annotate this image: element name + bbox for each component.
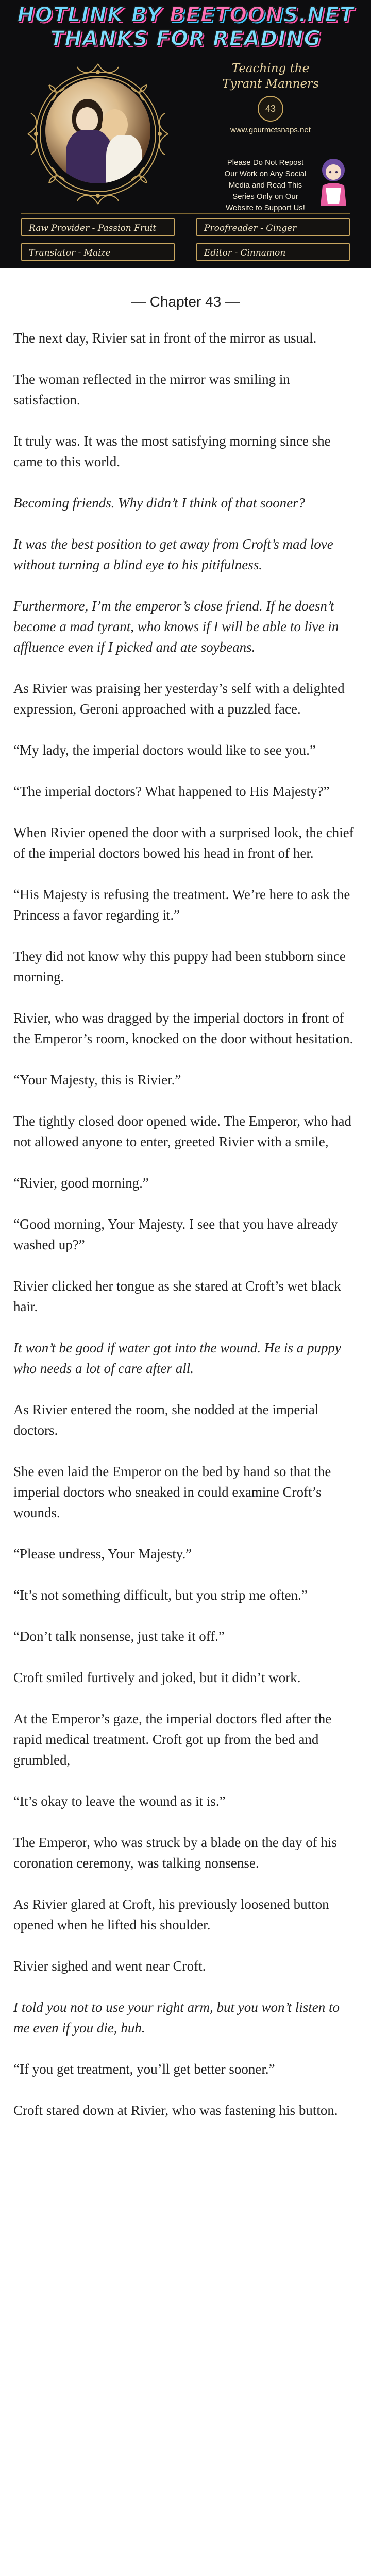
story-paragraph: The tightly closed door opened wide. The Emperor, who had not allowed anyone to enter, greeted Rivier with a smile, — [13, 1113, 352, 1149]
story-paragraph: Rivier, who was dragged by the imperial doctors in front of the Emperor’s room, knocked on the door without hesitation. — [13, 1010, 353, 1046]
story-paragraph: The woman reflected in the mirror was smiling in satisfaction. — [13, 371, 290, 408]
story-paragraph: The next day, Rivier sat in front of the mirror as usual. — [13, 330, 317, 346]
story-paragraph: “It’s okay to leave the wound as it is.” — [13, 1793, 226, 1809]
chapter-content — [0, 268, 371, 2121]
repost-notice: Please Do Not Repost Our Work on Any Social Media and Read This Series Only on Our Website to Support Us! — [224, 158, 307, 212]
story-paragraph: “It’s not something difficult, but you strip me often.” — [13, 1587, 308, 1603]
story-paragraph: It truly was. It was the most satisfying morning since she came to this world. — [13, 433, 331, 469]
series-title: Teaching the Tyrant Manners — [222, 62, 319, 91]
series-title-block — [206, 61, 335, 134]
chibi-mascot-icon — [315, 155, 351, 211]
story-paragraph: “If you get treatment, you’ll get better sooner.” — [13, 2061, 275, 2077]
story-paragraph: “The imperial doctors? What happened to His Majesty?” — [13, 784, 330, 799]
credit-translator: Translator - Maize — [21, 243, 175, 261]
story-paragraph: Croft stared down at Rivier, who was fastening his button. — [13, 2103, 338, 2118]
story-paragraph: Becoming friends. Why didn’t I think of that sooner? — [13, 495, 306, 511]
story-paragraph: The Emperor, who was struck by a blade on the day of his coronation ceremony, was talking nonsense. — [13, 1835, 338, 1871]
credit-raw-provider: Raw Provider - Passion Fruit — [21, 218, 175, 236]
story-paragraph: I told you not to use your right arm, but you won’t listen to me even if you die, huh. — [13, 1999, 340, 2036]
story-paragraph: “His Majesty is refusing the treatment. We’re here to ask the Princess a favor regarding it.” — [13, 887, 350, 923]
story-paragraph: At the Emperor’s gaze, the imperial doctors fled after the rapid medical treatment. Croft got up from the bed and grumbled, — [13, 1711, 332, 1768]
story-paragraph: It was the best position to get away from Croft’s mad love without turning a blind eye to his pitifulness. — [13, 536, 333, 572]
story-paragraph: “Rivier, good morning.” — [13, 1175, 149, 1191]
story-paragraph: She even laid the Emperor on the bed by hand so that the imperial doctors who sneaked in could examine Croft’s wounds. — [13, 1464, 331, 1520]
scanlation-banner — [0, 0, 371, 268]
story-paragraph: They did not know why this puppy had been stubborn since morning. — [13, 948, 346, 985]
thanks-line: THANKS FOR READING — [49, 27, 322, 50]
story-paragraph: Croft smiled furtively and joked, but it didn’t work. — [13, 1670, 301, 1685]
series-cover-art — [45, 78, 150, 183]
story-paragraph: As Rivier entered the room, she nodded at the imperial doctors. — [13, 1402, 319, 1438]
story-paragraph: When Rivier opened the door with a surprised look, the chief of the imperial doctors bowed his head in front of her. — [13, 825, 354, 861]
credit-proofreader: Proofreader - Ginger — [196, 218, 350, 236]
story-paragraph: “Good morning, Your Majesty. I see that you have already washed up?” — [13, 1216, 338, 1252]
credit-editor: Editor - Cinnamon — [196, 243, 350, 261]
story-paragraph: “Your Majesty, this is Rivier.” — [13, 1072, 181, 1088]
story-paragraph: “Don’t talk nonsense, just take it off.” — [13, 1629, 225, 1644]
story-paragraph: It won’t be good if water got into the wound. He is a puppy who needs a lot of care after all. — [13, 1340, 341, 1376]
story-paragraph: As Rivier was praising her yesterday’s self with a delighted expression, Geroni approached with a puzzled face. — [13, 681, 345, 717]
story-paragraph: As Rivier glared at Croft, his previously loosened button opened when he lifted his shoulder. — [13, 1896, 329, 1933]
chapter-heading: — Chapter 43 — — [131, 294, 240, 310]
story-paragraph: “My lady, the imperial doctors would like to see you.” — [13, 742, 316, 758]
hotlink-line: HOTLINK BY BEETOONS.NET — [17, 3, 354, 27]
paragraph-list — [13, 328, 358, 2121]
chapter-number-badge: 43 — [258, 96, 283, 122]
website-link[interactable]: www.gourmetsnaps.net — [230, 126, 311, 134]
story-paragraph: Rivier clicked her tongue as she stared at Croft’s wet black hair. — [13, 1278, 341, 1314]
story-paragraph: “Please undress, Your Majesty.” — [13, 1546, 192, 1562]
story-paragraph: Furthermore, I’m the emperor’s close friend. If he doesn’t become a mad tyrant, who knows if I will be able to live in affluence even if I picked and ate soybeans. — [13, 598, 339, 655]
story-paragraph: Rivier sighed and went near Croft. — [13, 1958, 206, 1974]
